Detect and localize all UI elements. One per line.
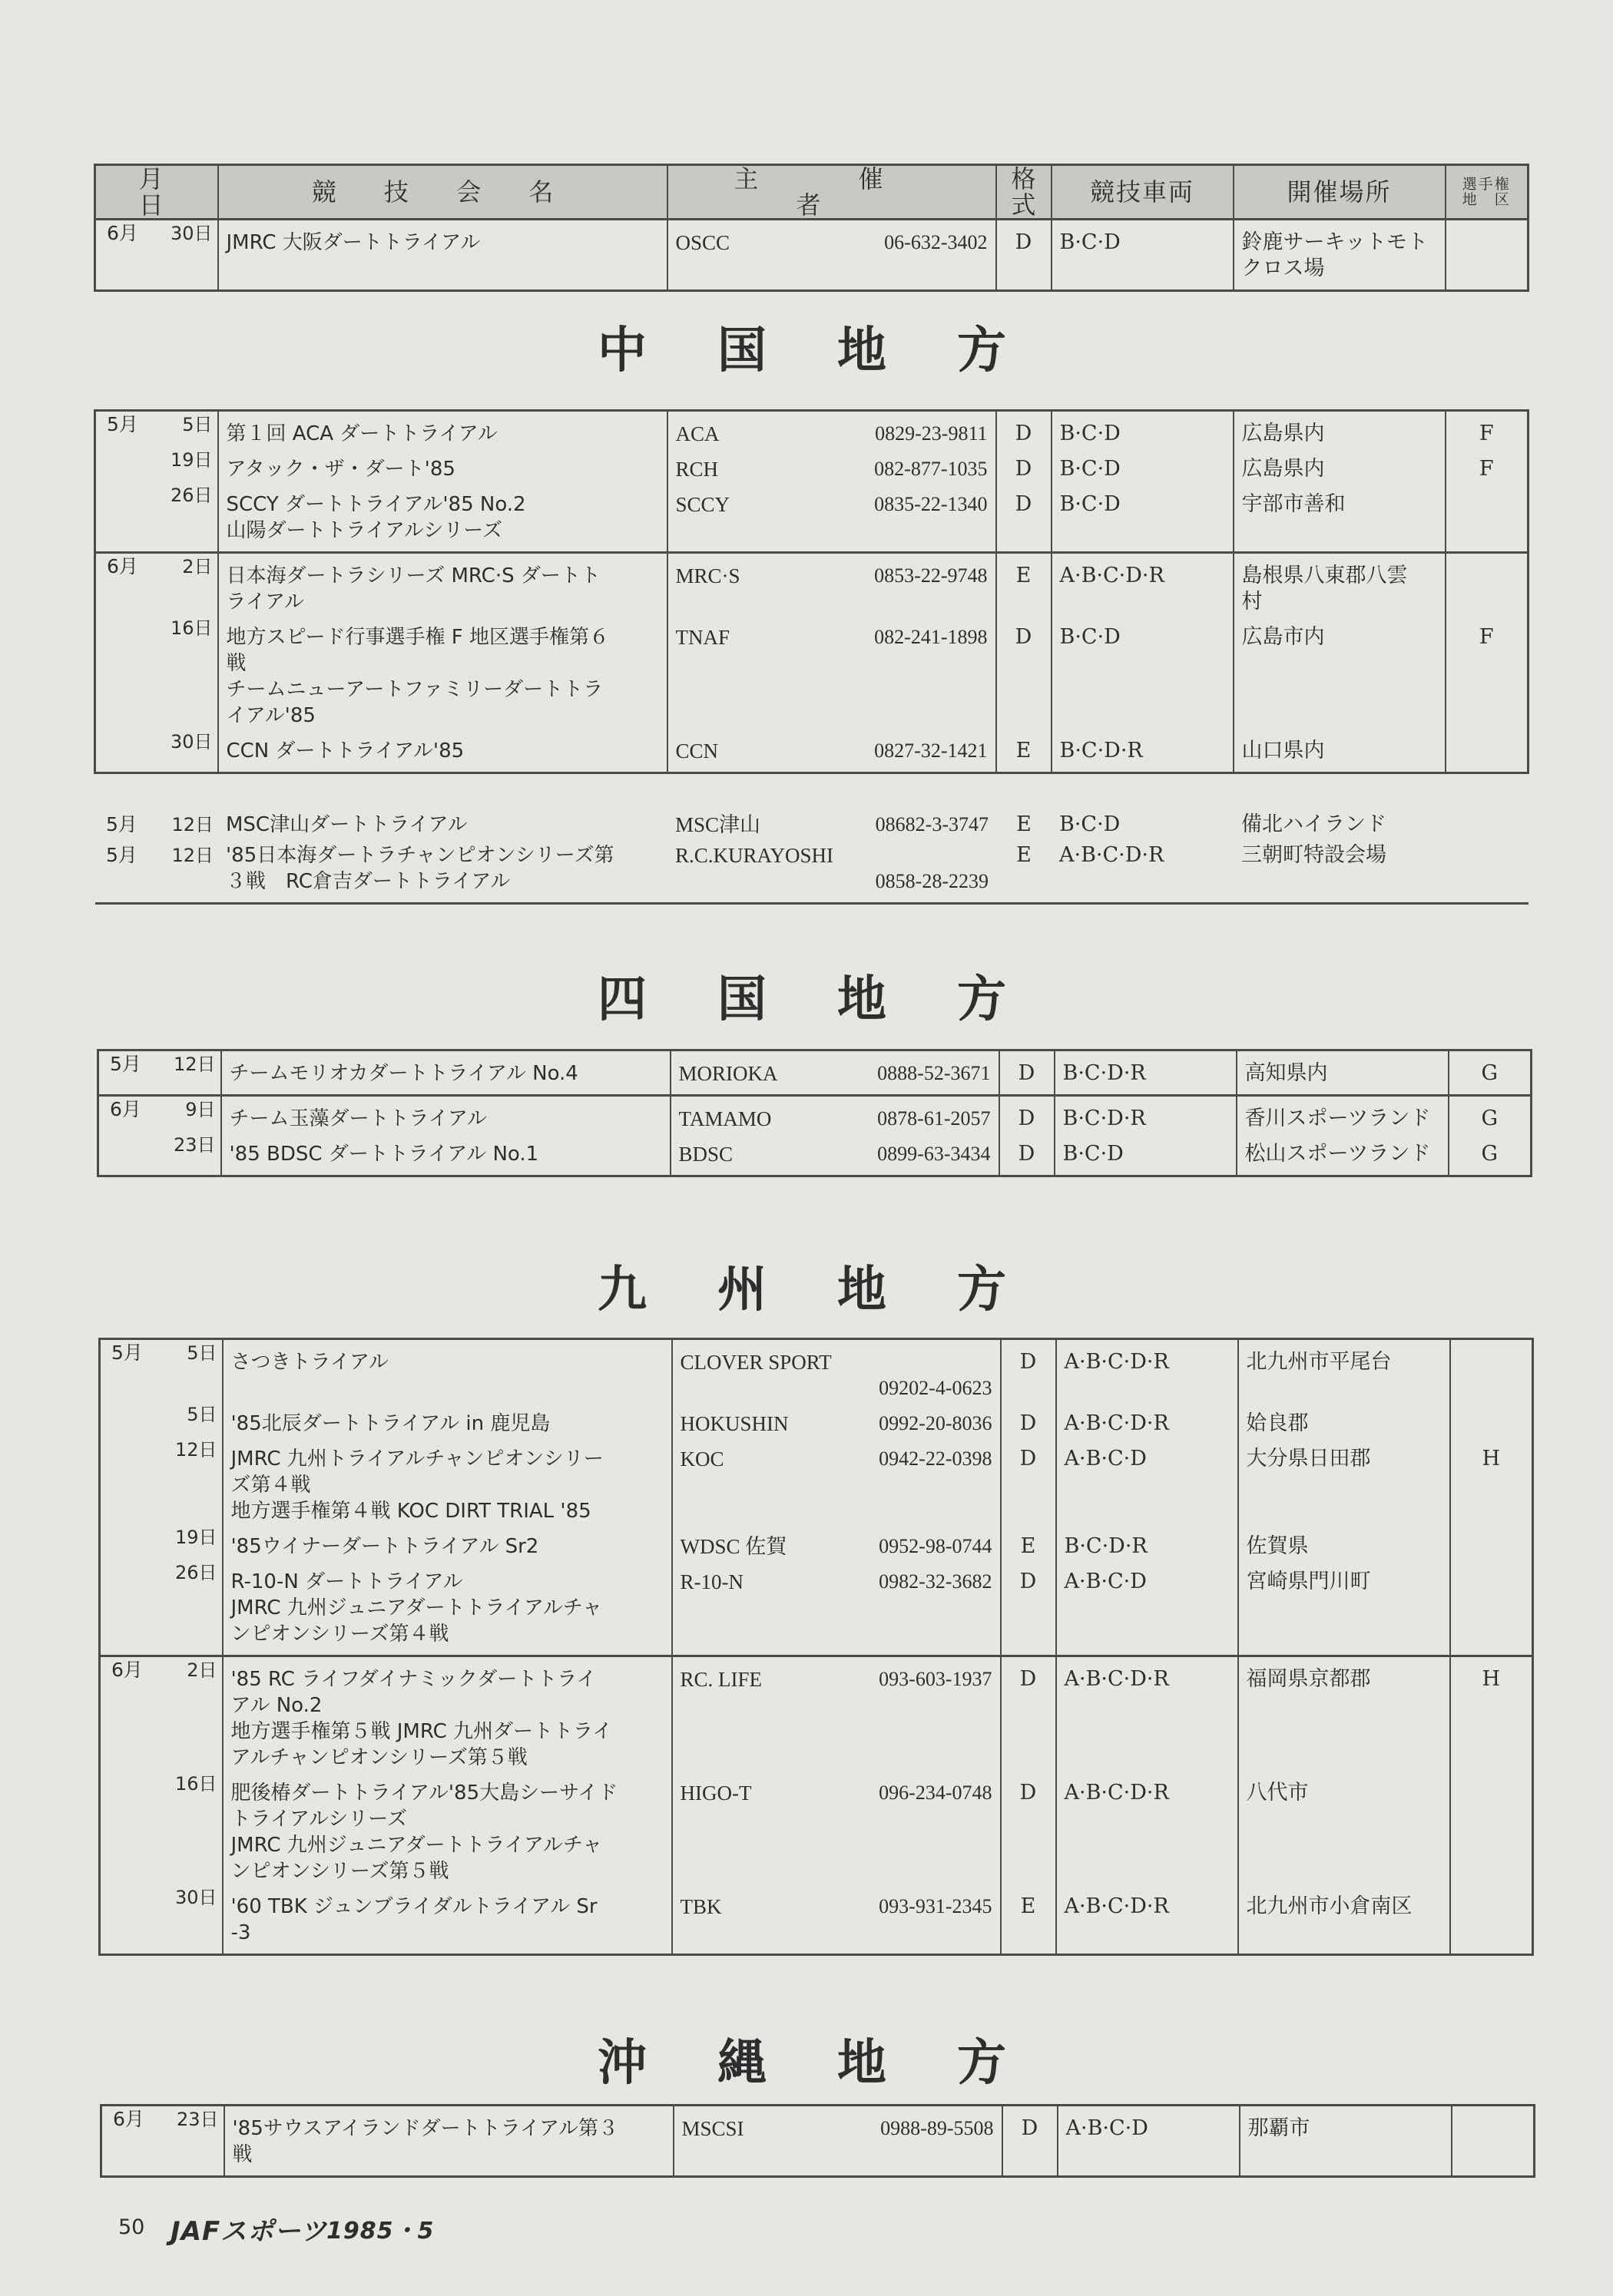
- organizer-name: RC. LIFE: [680, 1668, 763, 1691]
- organizer-phone: 0858-28-2239: [875, 870, 989, 892]
- organizer-phone: 0992-20-8036: [879, 1412, 992, 1434]
- date-cell: [95, 615, 218, 729]
- header-champ-area: 選手権 地 区: [1446, 165, 1529, 220]
- okinawa-table: [100, 2104, 1535, 2178]
- organizer-name: ACA: [675, 422, 720, 445]
- header-format: 格式: [996, 165, 1052, 220]
- vehicle-classes: A·B·C·D: [1056, 1560, 1238, 1656]
- organizer-phone: 09202-4-0623: [879, 1377, 992, 1399]
- month: 6月: [113, 2108, 144, 2130]
- date-cell: [101, 2106, 224, 2177]
- kyushu-table: [98, 1338, 1534, 1956]
- table-row: [100, 1437, 1533, 1524]
- organizer-phone: 0853-22-9748: [874, 564, 988, 587]
- magazine-logo: JAFスポーツ: [171, 2216, 327, 2247]
- format: D: [999, 1132, 1055, 1176]
- day: 16日: [174, 1773, 217, 1795]
- day: 26日: [170, 485, 213, 506]
- issue-date: 1985・5: [326, 2218, 435, 2245]
- venue: 鈴鹿サーキットモト クロス場: [1234, 220, 1446, 291]
- vehicle-classes: A·B·C·D·R: [1056, 1771, 1238, 1884]
- header-event-name: 競 技 会 名: [218, 165, 667, 220]
- organizer-name: MSCSI: [681, 2117, 744, 2140]
- date-cell: [98, 1132, 221, 1176]
- kinki-rows: [95, 220, 1529, 291]
- day: 30日: [170, 731, 213, 753]
- format: D: [1002, 2106, 1058, 2177]
- vehicle-classes: B·C·D: [1059, 812, 1121, 836]
- table-row: [95, 482, 1529, 553]
- championship-area: [1446, 220, 1529, 291]
- championship-area: [1446, 729, 1529, 773]
- vehicle-classes: A·B·C·D·R: [1056, 1401, 1238, 1437]
- vehicle-classes: A·B·C·D·R: [1056, 1884, 1238, 1955]
- vehicle-classes: B·C·D·R: [1056, 1524, 1238, 1560]
- organizer-phone: 06-632-3402: [884, 231, 988, 253]
- date-cell: [95, 411, 218, 448]
- table-row: [100, 1884, 1533, 1955]
- day: 5日: [187, 1404, 217, 1425]
- organizer-cell: [667, 807, 996, 838]
- day: 5日: [182, 414, 213, 435]
- championship-area: H: [1450, 1437, 1533, 1524]
- region-heading-shikoku: 四国地方: [598, 971, 1077, 1028]
- organizer-phone: 0827-32-1421: [874, 739, 988, 762]
- day: 12日: [171, 814, 214, 835]
- day: 19日: [170, 449, 213, 471]
- vehicle-classes: B·C·D: [1052, 615, 1234, 729]
- vehicle-classes: A·B·C·D·R: [1056, 1656, 1238, 1772]
- organizer-name: CLOVER SPORT: [680, 1351, 832, 1374]
- organizer-cell: [671, 1096, 999, 1133]
- organizer-name: SCCY: [675, 493, 730, 516]
- format: E: [1016, 812, 1032, 836]
- event-name: '85日本海ダートラチャンピオンシリーズ第 ３戦 RC倉吉ダートトライアル: [218, 838, 667, 904]
- event-name: '85 BDSC ダートトライアル No.1: [221, 1132, 671, 1176]
- day: 26日: [174, 1562, 217, 1583]
- date-cell: [95, 553, 218, 616]
- organizer-phone: 093-603-1937: [879, 1668, 992, 1690]
- day: 30日: [170, 223, 213, 244]
- day: 9日: [185, 1099, 216, 1120]
- championship-area: F: [1446, 411, 1529, 448]
- championship-area: G: [1449, 1050, 1532, 1096]
- organizer-phone: 0835-22-1340: [874, 493, 988, 515]
- date-cell: [100, 1656, 223, 1772]
- organizer-cell: [667, 447, 996, 482]
- venue: 宇部市善和: [1234, 482, 1446, 553]
- table-row: [100, 1524, 1533, 1560]
- organizer-cell: [672, 1339, 1001, 1402]
- table-row: [101, 2106, 1535, 2177]
- championship-area: [1446, 807, 1529, 838]
- organizer-name: R.C.KURAYOSHI: [675, 844, 834, 867]
- organizer-name: HIGO-T: [680, 1782, 752, 1805]
- format: D: [999, 1096, 1055, 1133]
- organizer-cell: [667, 553, 996, 616]
- championship-area: [1450, 1401, 1533, 1437]
- day: 16日: [170, 617, 213, 639]
- table-row: [95, 807, 1529, 838]
- organizer-phone: 0952-98-0744: [879, 1535, 992, 1557]
- championship-area: [1450, 1339, 1533, 1402]
- venue: 北九州市平尾台: [1238, 1339, 1450, 1402]
- event-name: 第１回 ACA ダートトライアル: [218, 411, 667, 448]
- day: 12日: [174, 1439, 217, 1461]
- day: 5日: [187, 1342, 217, 1364]
- shikoku-group-may: [98, 1050, 1532, 1096]
- vehicle-classes: B·C·D: [1052, 482, 1234, 553]
- organizer-phone: 093-931-2345: [879, 1895, 992, 1917]
- date-cell: [95, 482, 218, 553]
- organizer-name: MSC津山: [675, 813, 761, 836]
- championship-area: F: [1446, 615, 1529, 729]
- table-row: [100, 1771, 1533, 1884]
- vehicle-classes: B·C·D: [1052, 220, 1234, 291]
- month: 5月: [110, 1053, 141, 1075]
- shikoku-group-june: [98, 1096, 1532, 1176]
- header-vehicles: 競技車両: [1052, 165, 1234, 220]
- date-cell: [98, 1050, 221, 1096]
- date-cell: [100, 1401, 223, 1437]
- format: D: [996, 482, 1052, 553]
- organizer-phone: 0878-61-2057: [877, 1107, 991, 1130]
- organizer-phone: 0942-22-0398: [879, 1447, 992, 1470]
- organizer-phone: 0982-32-3682: [879, 1570, 992, 1593]
- vehicle-classes: B·C·D·R: [1055, 1050, 1237, 1096]
- event-name: CCN ダートトライアル'85: [218, 729, 667, 773]
- organizer-phone: 08682-3-3747: [875, 813, 989, 835]
- vehicle-classes: B·C·D: [1055, 1132, 1237, 1176]
- region-heading-okinawa: 沖縄地方: [598, 2035, 1077, 2092]
- event-name: 肥後椿ダートトライアル'85大島シーサイド トライアルシリーズ JMRC 九州ジュニアダートトライアルチャ ンピオンシリーズ第５戦: [223, 1771, 672, 1884]
- organizer-cell: [674, 2106, 1002, 2177]
- event-name: さつきトライアル: [223, 1339, 672, 1402]
- vehicle-classes: B·C·D: [1052, 447, 1234, 482]
- date-cell: [100, 1560, 223, 1656]
- organizer-name: TNAF: [675, 626, 730, 649]
- month: 5月: [106, 813, 137, 835]
- vehicle-classes: A·B·C·D·R: [1052, 838, 1234, 904]
- shikoku-table: [97, 1049, 1532, 1177]
- date-cell: [95, 220, 218, 291]
- organizer-phone: 082-241-1898: [874, 626, 988, 648]
- championship-area: G: [1449, 1096, 1532, 1133]
- event-name: '85ウイナーダートトライアル Sr2: [223, 1524, 672, 1560]
- event-name: '85 RC ライフダイナミックダートトライ アル No.2 地方選手権第５戦 JMRC 九州ダートトライ アルチャンピオンシリーズ第５戦: [223, 1656, 672, 1772]
- format: E: [1001, 1884, 1056, 1955]
- organizer-cell: [667, 838, 996, 904]
- venue: 福岡県京都郡: [1238, 1656, 1450, 1772]
- okinawa-rows: [101, 2106, 1535, 2177]
- format: D: [1001, 1560, 1056, 1656]
- table-row: [95, 220, 1529, 291]
- organizer-name: MORIOKA: [678, 1062, 778, 1085]
- table-row: [98, 1132, 1532, 1176]
- table-row: [98, 1050, 1532, 1096]
- organizer-name: HOKUSHIN: [680, 1412, 789, 1435]
- organizer-cell: [672, 1771, 1001, 1884]
- venue: 佐賀県: [1238, 1524, 1450, 1560]
- vehicle-classes: B·C·D·R: [1055, 1096, 1237, 1133]
- organizer-cell: [667, 411, 996, 448]
- date-cell: [100, 1339, 223, 1402]
- organizer-cell: [672, 1656, 1001, 1772]
- championship-area: [1446, 482, 1529, 553]
- venue: 高知県内: [1237, 1050, 1449, 1096]
- day: 2日: [182, 556, 213, 577]
- region-heading-chugoku: 中国地方: [598, 323, 1077, 379]
- venue: 三朝町特設会場: [1234, 838, 1446, 904]
- region-heading-kyushu: 九州地方: [598, 1262, 1077, 1318]
- organizer-name: R-10-N: [680, 1570, 744, 1593]
- event-name: チームモリオカダートトライアル No.4: [221, 1050, 671, 1096]
- organizer-name: KOC: [680, 1447, 724, 1471]
- championship-area: F: [1446, 447, 1529, 482]
- organizer-phone: 0988-89-5508: [880, 2117, 994, 2139]
- organizer-name: TAMAMO: [678, 1107, 772, 1130]
- event-name: MSC津山ダートトライアル: [226, 813, 468, 836]
- month: 5月: [111, 1342, 143, 1364]
- month: 6月: [110, 1098, 141, 1120]
- format: D: [1001, 1771, 1056, 1884]
- championship-area: G: [1449, 1132, 1532, 1176]
- month: 5月: [107, 413, 138, 435]
- organizer-cell: [671, 1050, 999, 1096]
- month: 6月: [107, 222, 138, 244]
- organizer-name: BDSC: [678, 1143, 734, 1166]
- table-row: [98, 1096, 1532, 1133]
- organizer-name: RCH: [675, 458, 719, 481]
- day: 23日: [176, 2109, 219, 2130]
- championship-area: [1450, 1771, 1533, 1884]
- vehicle-classes: A·B·C·D: [1058, 2106, 1240, 2177]
- format: D: [1001, 1339, 1056, 1402]
- venue: 広島県内: [1234, 447, 1446, 482]
- date-cell: [98, 1096, 221, 1133]
- organizer-phone: 096-234-0748: [879, 1782, 992, 1804]
- table-row: [100, 1339, 1533, 1402]
- venue: 大分県日田郡: [1238, 1437, 1450, 1524]
- header-month-day: 月 日: [95, 165, 218, 220]
- organizer-name: WDSC 佐賀: [680, 1535, 787, 1558]
- organizer-name: CCN: [675, 739, 719, 763]
- venue: 香川スポーツランド: [1237, 1096, 1449, 1133]
- day: 12日: [173, 1054, 216, 1075]
- organizer-cell: [667, 729, 996, 773]
- championship-area: [1450, 1884, 1533, 1955]
- event-name: 地方スピード行事選手権 F 地区選手権第６ 戦 チームニューアートファミリーダートトラ イアル'85: [218, 615, 667, 729]
- event-name: アタック・ザ・ダート'85: [218, 447, 667, 482]
- organizer-cell: [667, 220, 996, 291]
- kyushu-group-may: [100, 1339, 1533, 1656]
- venue: 姶良郡: [1238, 1401, 1450, 1437]
- championship-area: [1450, 1560, 1533, 1656]
- event-name: SCCY ダートトライアル'85 No.2 山陽ダートトライアルシリーズ: [218, 482, 667, 553]
- day: 19日: [174, 1527, 217, 1548]
- organizer-cell: [667, 482, 996, 553]
- table-row: [100, 1560, 1533, 1656]
- day: 12日: [171, 845, 214, 866]
- championship-area: [1450, 1524, 1533, 1560]
- chugoku-group-june: [95, 553, 1529, 773]
- organizer-cell: [672, 1524, 1001, 1560]
- day: 2日: [187, 1659, 217, 1681]
- date-cell: [100, 1771, 223, 1884]
- championship-area: [1446, 553, 1529, 616]
- event-name: '85サウスアイランドダートトライアル第３ 戦: [224, 2106, 674, 2177]
- header-organizer: 主 催 者: [667, 165, 996, 220]
- kinki-table: [94, 164, 1529, 292]
- venue: 島根県八東郡八雲 村: [1234, 553, 1446, 616]
- venue: 広島市内: [1234, 615, 1446, 729]
- page-number: 50: [118, 2215, 145, 2239]
- table-row: [95, 553, 1529, 616]
- format: E: [996, 838, 1052, 904]
- organizer-name: OSCC: [675, 231, 730, 254]
- table-row: [95, 447, 1529, 482]
- date-cell: [100, 1884, 223, 1955]
- kyushu-group-june: [100, 1656, 1533, 1955]
- date-cell: [95, 807, 218, 838]
- table-row: [95, 411, 1529, 448]
- vehicle-classes: B·C·D: [1052, 411, 1234, 448]
- organizer-phone: 0888-52-3671: [877, 1062, 991, 1084]
- championship-area: H: [1450, 1656, 1533, 1772]
- event-name: R-10-N ダートトライアル JMRC 九州ジュニアダートトライアルチャ ンピオンシリーズ第４戦: [223, 1560, 672, 1656]
- day: 23日: [173, 1134, 216, 1156]
- event-name: 日本海ダートラシリーズ MRC·S ダートト ライアル: [218, 553, 667, 616]
- vehicle-classes: A·B·C·D·R: [1052, 553, 1234, 616]
- date-cell: [95, 447, 218, 482]
- format: E: [996, 729, 1052, 773]
- chugoku-table: [94, 409, 1529, 774]
- format: D: [1001, 1437, 1056, 1524]
- table-row: [95, 615, 1529, 729]
- table-header: [95, 165, 1529, 220]
- day: 30日: [174, 1887, 217, 1908]
- venue: 山口県内: [1234, 729, 1446, 773]
- table-row: [100, 1656, 1533, 1772]
- championship-area: [1452, 2106, 1535, 2177]
- header-venue: 開催場所: [1234, 165, 1446, 220]
- format: E: [996, 553, 1052, 616]
- date-cell: [100, 1524, 223, 1560]
- format: E: [1001, 1524, 1056, 1560]
- venue: 広島県内: [1234, 411, 1446, 448]
- table-row: [95, 838, 1529, 904]
- venue: 北九州市小倉南区: [1238, 1884, 1450, 1955]
- date-cell: [100, 1437, 223, 1524]
- organizer-cell: [672, 1401, 1001, 1437]
- table-row: [100, 1401, 1533, 1437]
- format: D: [999, 1050, 1055, 1096]
- organizer-name: MRC·S: [675, 564, 740, 587]
- venue: 那覇市: [1240, 2106, 1452, 2177]
- format: D: [996, 411, 1052, 448]
- table-row: [95, 729, 1529, 773]
- format: D: [1001, 1401, 1056, 1437]
- championship-area: [1446, 838, 1529, 904]
- format: D: [996, 615, 1052, 729]
- chugoku-group-may: [95, 411, 1529, 553]
- format: D: [996, 220, 1052, 291]
- organizer-cell: [671, 1132, 999, 1176]
- vehicle-classes: A·B·C·D·R: [1056, 1339, 1238, 1402]
- organizer-cell: [672, 1560, 1001, 1656]
- date-cell: [95, 729, 218, 773]
- event-name: '60 TBK ジュンブライダルトライアル Sr -3: [223, 1884, 672, 1955]
- organizer-phone: 082-877-1035: [874, 458, 988, 480]
- chugoku-extra-rows: [95, 807, 1529, 904]
- venue: 宮崎県門川町: [1238, 1560, 1450, 1656]
- organizer-phone: 0899-63-3434: [877, 1143, 991, 1165]
- format: D: [1001, 1656, 1056, 1772]
- organizer-cell: [667, 615, 996, 729]
- event-name: JMRC 九州トライアルチャンピオンシリー ズ第４戦 地方選手権第４戦 KOC DIRT TRIAL '85: [223, 1437, 672, 1524]
- venue: 備北ハイランド: [1241, 812, 1386, 836]
- date-cell: [95, 838, 218, 904]
- organizer-phone: 0829-23-9811: [875, 422, 988, 445]
- chugoku-extra-table: [95, 807, 1529, 905]
- event-name: チーム玉藻ダートトライアル: [221, 1096, 671, 1133]
- organizer-cell: [672, 1884, 1001, 1955]
- month: 6月: [107, 555, 138, 577]
- vehicle-classes: A·B·C·D: [1056, 1437, 1238, 1524]
- event-name: '85北辰ダートトライアル in 鹿児島: [223, 1401, 672, 1437]
- venue: 松山スポーツランド: [1237, 1132, 1449, 1176]
- month: 6月: [111, 1659, 143, 1681]
- vehicle-classes: B·C·D·R: [1052, 729, 1234, 773]
- venue: 八代市: [1238, 1771, 1450, 1884]
- month: 5月: [106, 844, 137, 866]
- organizer-name: TBK: [680, 1895, 722, 1918]
- organizer-cell: [672, 1437, 1001, 1524]
- format: D: [996, 447, 1052, 482]
- event-name: JMRC 大阪ダートトライアル: [218, 220, 667, 291]
